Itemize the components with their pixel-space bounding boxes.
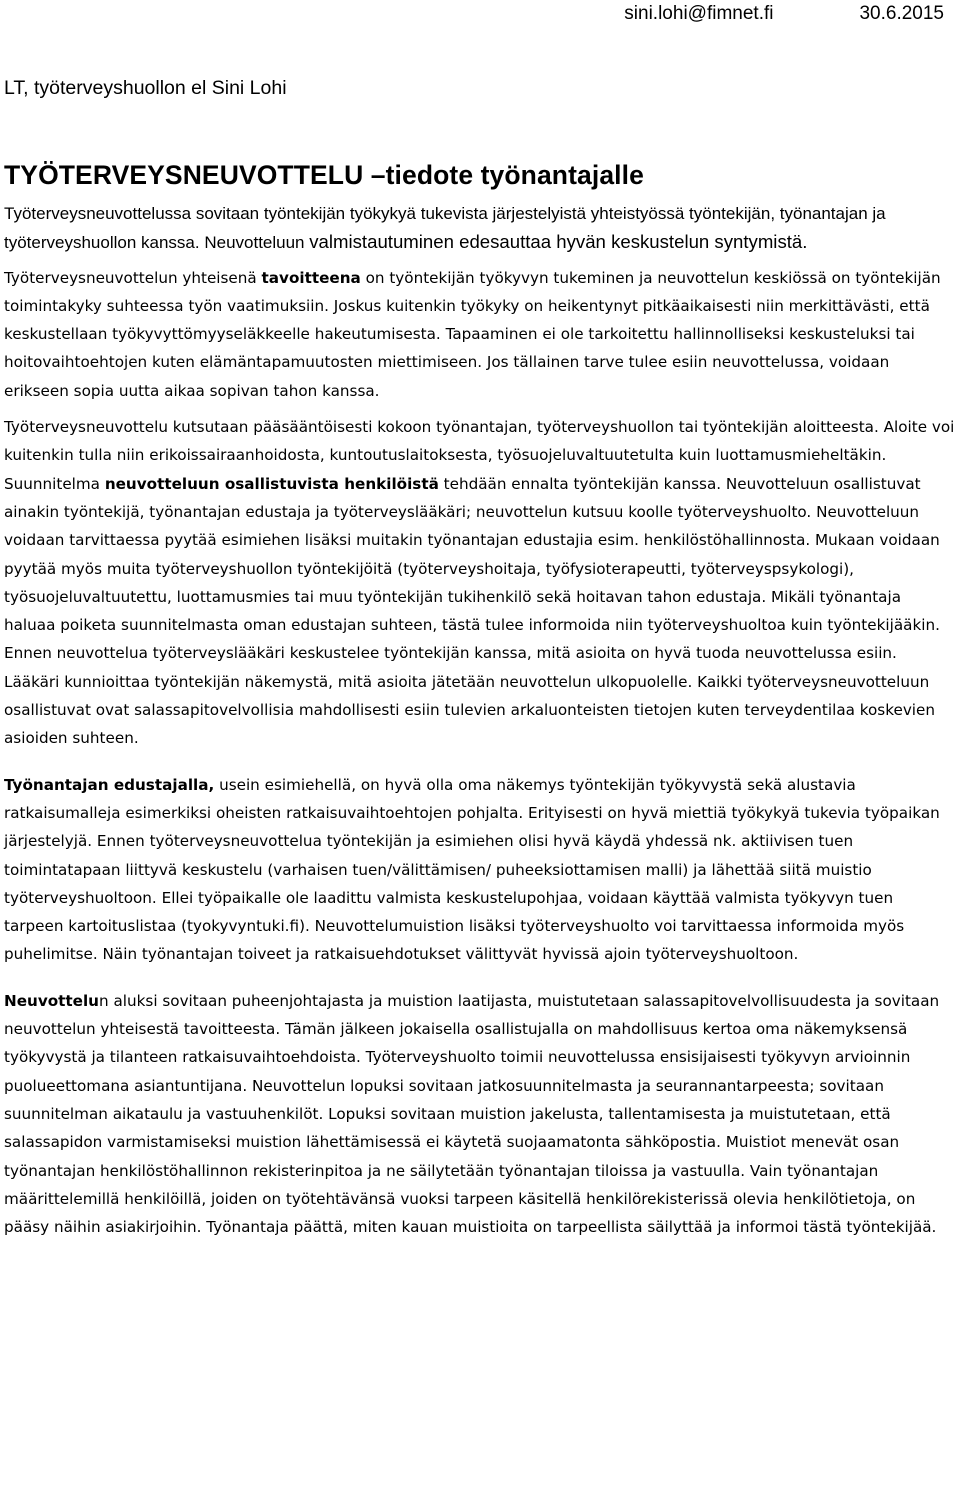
paragraph-employer-keyword: Työnantajan edustajalla, (4, 775, 215, 794)
paragraph-employer-lead: usein esimiehellä (214, 775, 352, 794)
paragraph-goal-keyword: tavoitteena (261, 268, 361, 287)
paragraph-employer (4, 771, 956, 969)
paragraph-meeting (4, 987, 956, 1242)
page-header (624, 2, 944, 26)
paragraph-participants-keyword: neuvotteluun osallistuvista henkilöistä (104, 474, 439, 493)
paragraph-intro-emphasis: valmistautuminen (309, 231, 454, 253)
paragraph-participants (4, 413, 956, 753)
header-email: sini.lohi@fimnet.fi (624, 3, 774, 24)
paragraph-goal-text: on työntekijän työkyvyn tukeminen ja neuvottelun keskiössä on työntekijän toimintakyky suhteessa työn vaatimuksiin. Joskus kuitenkin työkyky on heikentynyt pitkäaikaisesti niin merkittävästi, että keskustellaan työkyvyttömyyseläkkeelle hakeutumisesta. Tapaaminen ei ole tarkoitettu hallinnolliseksi keskusteluksi tai hoitovaihtoehtojen kuten elämäntapamuutosten miettimiseen. Jos tällainen tarve tulee esiin neuvottelussa, voidaan erikseen sopia uutta aikaa sopivan tahon kanssa. (4, 268, 941, 400)
paragraph-intro (4, 200, 956, 258)
document-title: TYÖTERVEYSNEUVOTTELU –tiedote työnantajalle (4, 160, 644, 190)
paragraph-intro-text: Työterveysneuvottelussa sovitaan työntekijän työkykyä tukevista järjestelyistä yhteistyössä työntekijän, työnantajan ja työterveyshuollon kanssa. Neuvotteluun (4, 204, 886, 253)
author-line: LT, työterveyshuollon el Sini Lohi (4, 77, 287, 99)
paragraph-participants-text: tehdään ennalta työntekijän kanssa. Neuvotteluun osallistuvat ainakin työntekijä, työnantajan edustaja ja työterveyslääkäri; neuvottelun kutsuu koolle työterveyshuolto. Neuvotteluun voidaan tarvittaessa pyytää esimiehen lisäksi muitakin työnantajan edustajia esim. henkilöstöhallinnosta. Mukaan voidaan pyytää myös muita työterveyshuollon työntekijöitä (työterveyshoitaja, työfysioterapeutti, työterveyspsykologi), työsuojeluvaltuutettu, luottamusmies tai muu työntekijän tukihenkilö sekä hoitavan tahon edustaja. Mikäli työnantaja haluaa poiketa suunnitelmasta oman edustajan suhteen, tästä tulee informoida niin työterveyshuoltoa kuin työntekijääkin. Ennen neuvottelua työterveyslääkäri keskustelee työntekijän kanssa, mitä asioita on hyvä tuoda neuvottelussa esiin. Lääkäri kunnioittaa työntekijän näkemystä, mitä asioita jätetään neuvottelun ulkopuolelle. Kaikki työterveysneuvotteluun osallistuvat ovat salassapitovelvollisia mahdollisesti esiin tulevien arkaluonteisten tietojen kuten terveydentilaa koskevien asioiden suhteen. (4, 474, 940, 748)
paragraph-intro-end: edesauttaa hyvän keskustelun syntymistä. (453, 231, 808, 253)
paragraph-participants-lead: Työterveysneuvottelu kutsutaan pääsääntöisesti kokoon työnantajan, työterveyshuollon tai työntekijän aloitteesta. Aloite voi kuitenkin tulla niin erikoissairaanhoidosta, kuntoutuslaitoksesta, työsuojeluvaltuutetulta kuin luottamusmieheltäkin. Suunnitelma (4, 418, 955, 493)
paragraph-goal (4, 264, 956, 405)
document-body (4, 200, 956, 1241)
paragraph-goal-lead: Työterveysneuvottelun yhteisenä (4, 268, 262, 287)
paragraph-meeting-text: n aluksi sovitaan puheenjohtajasta ja muistion laatijasta, muistutetaan salassapitovelvollisuudesta ja sovitaan neuvottelun yhteisestä tavoitteesta. Tämän jälkeen jokaisella osallistujalla on mahdollisuus kertoa oma näkemyksensä työkyvystä ja tilanteen ratkaisuvaihtoehdoista. Työterveyshuolto toimii neuvottelussa ensisijaisesti työkyvyn arvioinnin puolueettomana asiantuntijana. Neuvottelun lopuksi sovitaan jatkosuunnitelmasta ja seurannantarpeesta; sovitaan suunnitelman aikataulu ja vastuuhenkilöt. Lopuksi sovitaan muistion jakelusta, tallentamisesta ja muistutetaan, että salassapidon varmistamiseksi muistion lähettämisessä ei käytetä suojaamatonta sähköpostia. Muistiot menevät osan työnantajan henkilöstöhallinnon rekisterinpitoa ja ne säilytetään työnantajan tiloissa ja vastuulla. Vain työnantajan määrittelemillä henkilöillä, joiden on työtehtävänsä vuoksi tarpeen käsitellä henkilörekisterissä olevia henkilötietoja, on pääsy näihin asiakirjoihin. Työnantaja päättä, miten kauan muistioita on tarpeellista säilyttää ja informoi tästä työntekijää. (4, 991, 940, 1237)
paragraph-meeting-keyword: Neuvottelu (4, 991, 99, 1010)
paragraph-employer-text: , on hyvä olla oma näkemys työntekijän työkyvystä sekä alustavia ratkaisumalleja esimerkiksi oheisten ratkaisuvaihtoehtojen pohjalta. Erityisesti on hyvä miettiä työkykyä tukevia työpaikan järjestelyjä. Ennen työterveysneuvottelua työntekijän ja esimiehen olisi hyvä käydä yhdessä nk. aktiivisen tuen toimintatapaan liittyvä keskustelu (varhaisen tuen/välittämisen/ puheeksiottamisen malli) ja lähettää siitä muistio työterveyshuoltoon. Ellei työpaikalle ole laadittu valmista keskustelupohjaa, voidaan käyttää valmista työkyvyn tuen tarpeen kartoituslistaa (tyokyvyntuki.fi). Neuvottelumuistion lisäksi työterveyshuolto voi tarvittaessa informoida myös puhelimitse. Näin työnantajan toiveet ja ratkaisuehdotukset välittyvät hyvissä ajoin työterveyshuoltoon. (4, 775, 940, 964)
header-date: 30.6.2015 (859, 3, 944, 24)
